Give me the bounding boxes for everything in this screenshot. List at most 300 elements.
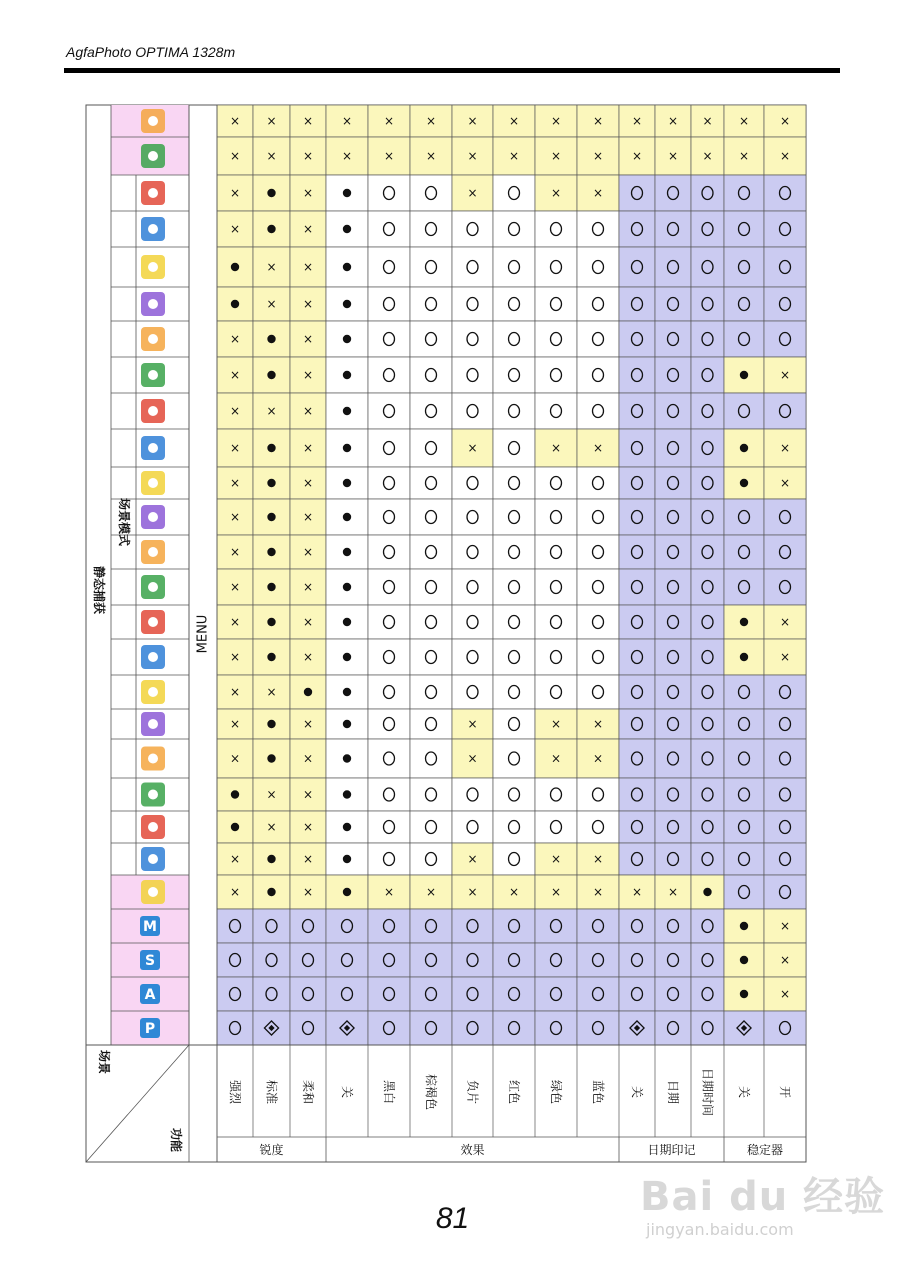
table-cell	[655, 639, 691, 675]
table-cell	[493, 247, 535, 287]
mark-default	[740, 479, 748, 487]
table-cell	[655, 357, 691, 393]
table-cell	[577, 778, 619, 811]
table-cell	[493, 287, 535, 321]
table-cell	[619, 175, 655, 211]
table-cell	[655, 909, 691, 943]
table-cell	[493, 639, 535, 675]
scene-icon-17-detail	[148, 299, 158, 309]
mode-m-icon-letter: M	[143, 919, 157, 935]
table-cell	[724, 247, 764, 287]
function-group-label: 锐度	[259, 1143, 284, 1157]
scene-icon-20	[141, 181, 165, 205]
function-label: 蓝色	[591, 1079, 605, 1105]
table-cell	[535, 357, 577, 393]
table-cell	[764, 247, 806, 287]
table-cell	[410, 287, 452, 321]
mark-default	[343, 583, 351, 591]
table-cell	[410, 739, 452, 778]
mark-unavailable: ×	[302, 114, 314, 128]
mark-unavailable: ×	[266, 297, 277, 311]
table-cell	[724, 875, 764, 909]
group-label-menu: MENU	[195, 614, 211, 654]
mark-unavailable: ×	[738, 149, 750, 163]
table-cell	[493, 1011, 535, 1045]
mark-unavailable: ×	[702, 149, 713, 163]
mark-unavailable: ×	[266, 820, 277, 834]
table-cell	[290, 943, 326, 977]
table-cell	[410, 175, 452, 211]
table-cell	[368, 247, 410, 287]
table-cell	[724, 321, 764, 357]
table-cell	[368, 811, 410, 843]
scene-icon-11-detail	[148, 512, 158, 522]
mark-unavailable: ×	[667, 885, 679, 899]
scene-icon-16	[141, 327, 165, 351]
table-cell	[724, 843, 764, 875]
table-cell	[326, 977, 368, 1011]
watermark-url: jingyan.baidu.com	[646, 1220, 794, 1239]
table-cell	[410, 429, 452, 467]
mark-default	[343, 444, 351, 452]
table-cell	[724, 499, 764, 535]
mark-default	[267, 618, 275, 626]
table-cell	[368, 943, 410, 977]
table-cell	[493, 357, 535, 393]
table-cell	[655, 811, 691, 843]
function-label: 日期	[666, 1079, 680, 1105]
table-cell	[764, 175, 806, 211]
table-cell	[619, 778, 655, 811]
table-cell	[577, 569, 619, 605]
mark-unavailable: ×	[229, 404, 241, 418]
table-cell	[577, 535, 619, 569]
table-cell	[619, 569, 655, 605]
table-cell	[764, 535, 806, 569]
table-cell	[619, 739, 655, 778]
table-cell	[493, 605, 535, 639]
mark-unavailable: ×	[229, 685, 241, 699]
table-cell	[655, 429, 691, 467]
table-cell	[493, 843, 535, 875]
table-cell	[691, 709, 724, 739]
table-cell	[410, 909, 452, 943]
movie-icon-detail	[148, 151, 158, 161]
table-cell	[691, 247, 724, 287]
table-cell	[655, 709, 691, 739]
table-cell	[724, 393, 764, 429]
mark-unavailable: ×	[779, 149, 791, 163]
mark-unavailable: ×	[302, 222, 314, 236]
table-cell	[655, 247, 691, 287]
mark-unavailable: ×	[550, 717, 562, 731]
function-label: 标准	[264, 1079, 279, 1105]
mark-unavailable: ×	[550, 149, 562, 163]
mode-a-icon-letter: A	[144, 987, 156, 1003]
corner-label-scene: 场景	[97, 1049, 111, 1075]
mark-unavailable: ×	[229, 332, 241, 346]
table-cell	[493, 429, 535, 467]
table-cell	[724, 569, 764, 605]
mark-default	[343, 300, 351, 308]
mark-unavailable: ×	[229, 650, 241, 664]
mark-default	[267, 513, 275, 521]
table-cell	[764, 211, 806, 247]
function-group-label: 效果	[460, 1143, 485, 1157]
table-cell	[691, 321, 724, 357]
mode-p-icon-letter: P	[144, 1021, 156, 1037]
mark-default	[740, 922, 748, 930]
table-cell	[410, 977, 452, 1011]
table-cell	[655, 175, 691, 211]
table-cell	[368, 709, 410, 739]
table-cell	[410, 569, 452, 605]
auto-mode-icon	[141, 880, 165, 904]
table-cell	[368, 977, 410, 1011]
table-cell	[217, 1011, 253, 1045]
mark-unavailable: ×	[779, 476, 791, 490]
scene-icon-11	[141, 505, 165, 529]
table-cell	[410, 321, 452, 357]
table-cell	[619, 429, 655, 467]
table-cell	[764, 569, 806, 605]
scene-icon-2-detail	[148, 822, 158, 832]
mark-unavailable: ×	[550, 852, 562, 866]
table-cell	[535, 569, 577, 605]
mark-default	[343, 335, 351, 343]
table-cell	[535, 393, 577, 429]
table-cell	[655, 778, 691, 811]
table-cell	[691, 1011, 724, 1045]
table-cell	[764, 739, 806, 778]
mark-unavailable: ×	[302, 885, 314, 899]
table-cell	[452, 499, 493, 535]
table-cell	[452, 535, 493, 569]
table-cell	[368, 321, 410, 357]
function-label: 负片	[465, 1079, 480, 1105]
group-label-scene-mode: 场景模式	[117, 497, 131, 547]
table-cell	[493, 211, 535, 247]
table-cell	[493, 175, 535, 211]
table-cell	[368, 639, 410, 675]
table-cell	[724, 675, 764, 709]
table-cell	[577, 605, 619, 639]
table-cell	[577, 499, 619, 535]
table-cell	[535, 287, 577, 321]
mark-default	[343, 479, 351, 487]
table-cell	[619, 247, 655, 287]
table-cell	[724, 175, 764, 211]
table-cell	[535, 321, 577, 357]
mark-unavailable: ×	[302, 650, 314, 664]
scene-icon-7	[141, 645, 165, 669]
mark-unavailable: ×	[383, 149, 395, 163]
table-cell	[253, 977, 290, 1011]
mark-unavailable: ×	[229, 186, 241, 200]
table-cell	[493, 909, 535, 943]
table-cell	[655, 977, 691, 1011]
scene-icon-5	[141, 712, 165, 736]
function-label: 绿色	[549, 1079, 563, 1105]
scene-icon-18-detail	[148, 262, 158, 272]
mark-default	[267, 548, 275, 556]
table-cell	[691, 211, 724, 247]
table-cell	[217, 977, 253, 1011]
mark-default	[343, 653, 351, 661]
mark-default	[267, 189, 275, 197]
table-cell	[368, 605, 410, 639]
scene-icon-18	[141, 255, 165, 279]
function-label: 关	[737, 1085, 751, 1099]
table-cell	[290, 1011, 326, 1045]
mark-unavailable: ×	[631, 149, 643, 163]
mark-unavailable: ×	[341, 114, 353, 128]
table-cell	[691, 569, 724, 605]
table-cell	[655, 287, 691, 321]
mark-unavailable: ×	[229, 885, 241, 899]
mark-default	[740, 444, 748, 452]
mark-unavailable: ×	[266, 260, 277, 274]
mark-default	[267, 888, 275, 896]
scene-icon-19	[141, 217, 165, 241]
table-cell	[655, 1011, 691, 1045]
voice-memo-icon	[141, 109, 165, 133]
mark-unavailable: ×	[302, 441, 314, 455]
mark-default	[343, 855, 351, 863]
mark-unavailable: ×	[779, 919, 791, 933]
mark-unavailable: ×	[425, 114, 437, 128]
table-cell	[493, 321, 535, 357]
mark-default	[343, 688, 351, 696]
scene-icon-15	[141, 363, 165, 387]
table-cell	[217, 943, 253, 977]
mark-default	[267, 583, 275, 591]
mark-unavailable: ×	[302, 852, 314, 866]
table-cell	[691, 287, 724, 321]
table-cell	[368, 535, 410, 569]
table-cell	[290, 909, 326, 943]
table-cell	[368, 843, 410, 875]
table-cell	[691, 429, 724, 467]
table-cell	[619, 287, 655, 321]
table-cell	[410, 709, 452, 739]
function-group-label: 稳定器	[746, 1143, 784, 1157]
table-cell	[724, 778, 764, 811]
mark-unavailable: ×	[229, 149, 241, 163]
table-cell	[535, 499, 577, 535]
table-cell	[410, 211, 452, 247]
table-cell	[577, 909, 619, 943]
table-cell	[368, 393, 410, 429]
table-cell	[691, 739, 724, 778]
mark-default	[740, 371, 748, 379]
mark-unavailable: ×	[266, 404, 277, 418]
table-cell	[724, 811, 764, 843]
mark-default	[343, 823, 351, 831]
table-cell	[655, 499, 691, 535]
mark-unavailable: ×	[467, 441, 478, 455]
table-cell	[535, 811, 577, 843]
mark-unavailable: ×	[738, 114, 750, 128]
table-cell	[452, 393, 493, 429]
mark-unavailable: ×	[229, 476, 241, 490]
table-cell	[655, 535, 691, 569]
table-cell	[535, 1011, 577, 1045]
mark-unavailable: ×	[383, 114, 395, 128]
table-cell	[764, 499, 806, 535]
table-cell	[410, 639, 452, 675]
corner-label-function: 功能	[169, 1127, 183, 1153]
table-cell	[535, 639, 577, 675]
table-cell	[368, 467, 410, 499]
table-cell	[368, 287, 410, 321]
table-cell	[764, 321, 806, 357]
table-cell	[410, 535, 452, 569]
table-cell	[655, 843, 691, 875]
table-cell	[619, 211, 655, 247]
table-cell	[577, 287, 619, 321]
scene-icon-4	[141, 747, 165, 771]
mark-unavailable: ×	[266, 149, 277, 163]
mark-default	[343, 263, 351, 271]
table-cell	[655, 211, 691, 247]
table-cell	[724, 709, 764, 739]
table-cell	[691, 639, 724, 675]
mark-unavailable: ×	[667, 114, 679, 128]
table-cell	[577, 393, 619, 429]
mark-default	[343, 790, 351, 798]
table-cell	[410, 843, 452, 875]
table-cell	[368, 499, 410, 535]
scene-icon-20-detail	[148, 188, 158, 198]
table-cell	[619, 709, 655, 739]
mark-unavailable: ×	[631, 885, 643, 899]
mark-unavailable: ×	[592, 149, 604, 163]
mark-unavailable: ×	[779, 441, 791, 455]
table-cell	[619, 811, 655, 843]
scene-icon-8	[141, 610, 165, 634]
mark-default	[267, 855, 275, 863]
mark-default	[231, 300, 239, 308]
table-cell	[619, 357, 655, 393]
table-cell	[691, 977, 724, 1011]
table-cell	[535, 943, 577, 977]
table-cell	[691, 675, 724, 709]
mark-unavailable: ×	[508, 149, 520, 163]
table-cell	[368, 909, 410, 943]
table-cell	[691, 175, 724, 211]
mode-s-icon-letter: S	[144, 953, 156, 969]
table-cell	[655, 393, 691, 429]
mark-unavailable: ×	[508, 885, 520, 899]
mark-default	[267, 479, 275, 487]
table-cell	[326, 909, 368, 943]
mark-unavailable: ×	[467, 114, 478, 128]
table-cell	[452, 909, 493, 943]
mark-unavailable: ×	[779, 987, 791, 1001]
mark-unavailable: ×	[467, 717, 478, 731]
table-cell	[619, 943, 655, 977]
table-cell	[691, 535, 724, 569]
table-cell	[764, 393, 806, 429]
mark-default	[267, 335, 275, 343]
movie-icon	[141, 144, 165, 168]
table-cell	[764, 875, 806, 909]
scene-icon-13	[141, 436, 165, 460]
scene-icon-6-detail	[148, 687, 158, 697]
table-cell	[577, 943, 619, 977]
table-cell	[493, 709, 535, 739]
table-cell	[655, 569, 691, 605]
scene-icon-10	[141, 540, 165, 564]
table-cell	[452, 467, 493, 499]
table-cell	[724, 739, 764, 778]
table-cell	[493, 675, 535, 709]
mark-unavailable: ×	[592, 114, 604, 128]
table-cell	[535, 909, 577, 943]
mark-unavailable: ×	[508, 114, 520, 128]
table-cell	[691, 811, 724, 843]
table-cell	[619, 909, 655, 943]
table-cell	[368, 211, 410, 247]
mark-unavailable: ×	[302, 476, 314, 490]
mark-unavailable: ×	[467, 751, 478, 766]
table-cell	[577, 321, 619, 357]
mark-default	[740, 990, 748, 998]
mark-unavailable: ×	[341, 149, 353, 163]
table-cell	[452, 977, 493, 1011]
scene-icon-19-detail	[148, 224, 158, 234]
function-label: 棕褐色	[424, 1073, 438, 1111]
table-cell	[535, 605, 577, 639]
scene-icon-4-detail	[148, 754, 158, 764]
table-cell	[619, 499, 655, 535]
mark-unavailable: ×	[467, 852, 478, 866]
mark-unavailable: ×	[592, 717, 604, 731]
table-cell	[368, 429, 410, 467]
table-cell	[764, 843, 806, 875]
scene-icon-2	[141, 815, 165, 839]
mark-default	[343, 225, 351, 233]
table-cell	[452, 247, 493, 287]
table-cell	[452, 1011, 493, 1045]
table-cell	[724, 535, 764, 569]
mark-default	[267, 754, 275, 762]
mark-unavailable: ×	[229, 580, 241, 594]
scene-icon-1	[141, 847, 165, 871]
mark-unavailable: ×	[302, 717, 314, 731]
mark-unavailable: ×	[302, 787, 314, 802]
mark-default	[343, 720, 351, 728]
scene-icon-3-detail	[148, 790, 158, 800]
table-cell	[691, 605, 724, 639]
table-cell	[655, 943, 691, 977]
mark-default	[703, 888, 711, 896]
table-cell	[577, 467, 619, 499]
table-cell	[410, 393, 452, 429]
table-cell	[619, 393, 655, 429]
mark-unavailable: ×	[302, 615, 314, 629]
mark-unavailable: ×	[229, 751, 241, 766]
table-cell	[410, 499, 452, 535]
function-label: 强烈	[228, 1079, 242, 1105]
table-cell	[493, 535, 535, 569]
group-label-still: 静态捕获	[92, 565, 106, 615]
function-label: 关	[630, 1085, 644, 1099]
mark-unavailable: ×	[302, 368, 314, 382]
mark-default	[343, 513, 351, 521]
table-cell	[217, 909, 253, 943]
